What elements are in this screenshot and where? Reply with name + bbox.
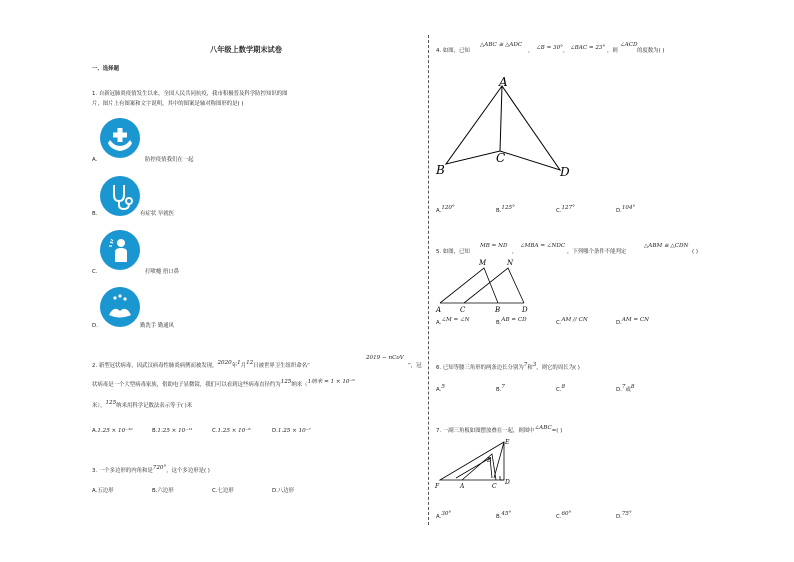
q4-stem-e: 的度数为( ) xyxy=(637,48,665,54)
q4-angle-b: ∠B = 30° xyxy=(536,45,563,51)
q5-stem-d: ( ) xyxy=(692,249,698,255)
q6-option-c: C.8 xyxy=(556,384,566,393)
q5-stem-b: ， xyxy=(512,249,518,255)
q2-text-f: 状病毒是一个大型病毒家族，借助电子显微镜，我们可以看到这些病毒直径约为 xyxy=(92,382,281,388)
q7-label-b: B xyxy=(487,457,492,464)
q2-stem-line3 xyxy=(92,400,193,410)
q3-stem: 3. 一个多边形的内角和是720°，这个多边形是( ) xyxy=(92,465,210,474)
q2-day: 12 xyxy=(246,360,254,366)
q1-option-d-letter: D. xyxy=(92,323,98,329)
q5-option-b: B.AB = CD xyxy=(496,317,527,326)
q4-figure xyxy=(434,74,574,180)
q2-option-c: C.1.25 × 10⁻⁸ xyxy=(212,428,251,434)
q5-option-c: C.AM // CN xyxy=(556,317,588,326)
q2-diameter-2: 125 xyxy=(105,400,117,406)
q1-stem-line1: 1. 自新冠肺炎疫情发生以来，全国人民共同抗疫，我市积极普及科学防控知识的图 xyxy=(92,91,288,97)
q4-option-c: C.127° xyxy=(556,205,575,214)
section-heading: 一、选择题 xyxy=(92,66,119,72)
q4-option-b: B.125° xyxy=(496,205,515,214)
q5-label-c: C xyxy=(460,306,466,314)
q1-stem-line2: 片，图片上有图案和文字说明，其中的图案是轴对称图形的是( ) xyxy=(92,101,244,107)
q1-option-a-letter: A. xyxy=(92,157,98,163)
q4-stem-d: ，则 xyxy=(607,48,618,54)
q6-side-2: 3 xyxy=(532,362,537,368)
q3-option-a: A.五边形 xyxy=(92,488,114,494)
q7-label-e: E xyxy=(505,439,510,446)
q2-month: 1 xyxy=(237,360,241,366)
q7-label-d: D xyxy=(505,479,510,486)
q5-label-m: M xyxy=(479,259,487,267)
q7-figure xyxy=(434,436,514,494)
q6-option-b: B.7 xyxy=(496,384,505,393)
q4-option-d: D.104° xyxy=(616,205,636,214)
q2-year: 2020 xyxy=(217,360,232,366)
q6-stem: 6. 已知等腰三角形的两条边长分别为7和3，则它的周长为( ) xyxy=(436,362,580,371)
q2-text-b: 年 xyxy=(231,363,238,369)
q4-option-a: A.120° xyxy=(436,205,455,214)
column-divider xyxy=(428,35,429,525)
q6-side-1: 7 xyxy=(523,362,528,368)
q5-condition-1: MB = ND xyxy=(480,243,508,249)
q5-figure xyxy=(434,256,534,314)
q7-option-b: B.45° xyxy=(496,511,512,520)
q3-angle-sum: 720° xyxy=(152,465,167,471)
q7-label-c: C xyxy=(492,483,497,490)
sneezing-person-icon xyxy=(100,230,140,270)
q7-angle-abc: ∠ABC xyxy=(534,425,552,431)
q2-text-c: 月 xyxy=(240,363,247,369)
q4-label-c: C xyxy=(496,151,506,165)
q4-angle-acd: ∠ACD xyxy=(620,42,638,48)
handwashing-icon xyxy=(100,287,140,327)
q5-label-n: N xyxy=(507,259,514,267)
q4-stem-b: ， xyxy=(528,48,534,54)
q3-option-d: D.八边形 xyxy=(272,488,295,494)
q5-label-b: B xyxy=(495,306,501,314)
q7-stem: 7. 一副三角板如图摆放叠在一起，则图中∠ABC=( ) xyxy=(436,425,563,434)
q7-label-f: F xyxy=(435,483,440,490)
q2-text-d: 日被世界卫生组织命名“ xyxy=(253,363,310,369)
hands-medical-cross-icon xyxy=(100,118,140,158)
q5-stem-c: ，下列哪个条件不能判定 xyxy=(567,249,627,255)
q2-option-d: D.1.25 × 10⁻⁷ xyxy=(272,428,311,434)
q2-stem-line2 xyxy=(92,379,355,389)
q1-option-a-text: 防控疫情我们在一起 xyxy=(145,157,194,163)
q1-option-b-text: 有症状 早就医 xyxy=(140,211,175,217)
q7-option-a: A.30° xyxy=(436,511,452,520)
q6-option-a: A.5 xyxy=(436,384,445,393)
q7-option-d: D.75° xyxy=(616,511,632,520)
q4-congruence: △ABC ≅ △ADC xyxy=(480,42,523,48)
stethoscope-icon xyxy=(100,176,140,216)
q2-virus-name: 2019 − nCoV xyxy=(366,355,404,361)
q5-label-d: D xyxy=(522,306,528,314)
q6-option-d: D.7或8 xyxy=(616,384,635,393)
q2-text-g: 纳米（ xyxy=(291,382,308,388)
q4-label-b: B xyxy=(436,163,445,177)
q4-label-d: D xyxy=(560,165,570,179)
q2-stem-line1 xyxy=(92,360,310,370)
q5-label-a: A xyxy=(436,306,442,314)
q2-nanometer-def: 1纳米 = 1 × 10⁻⁹ xyxy=(307,379,355,385)
q2-text-e: ”，冠 xyxy=(408,363,422,369)
q3-option-c: C.七边形 xyxy=(212,488,234,494)
page-title: 八年级上数学期末试卷 xyxy=(210,45,282,54)
q1-option-d-text: 勤洗手 勤通风 xyxy=(140,323,175,329)
q2-diameter: 125 xyxy=(280,379,292,385)
q1-option-c-text: 打喷嚏 捂口鼻 xyxy=(145,269,180,275)
q1-option-b-letter: B. xyxy=(92,211,98,217)
q4-label-a: A xyxy=(499,75,508,89)
q5-congruence: △ABM ≅ △CDN xyxy=(644,243,689,249)
q2-text-h: 米）， xyxy=(92,403,106,409)
q7-option-c: C.60° xyxy=(556,511,572,520)
q5-option-a: A.∠M = ∠N xyxy=(436,317,470,326)
q2-text-i: 纳米用科学记数法表示等于( )米 xyxy=(116,403,193,409)
q4-stem-a: 4. 如图，已知 xyxy=(436,48,470,54)
q2-option-b: B.1.25 × 10⁻¹¹ xyxy=(152,428,193,434)
q5-condition-2: ∠MBA = ∠NDC xyxy=(520,243,566,249)
q4-stem-c: ， xyxy=(563,48,569,54)
q3-option-b: B.六边形 xyxy=(152,488,174,494)
q4-angle-bac: ∠BAC = 23° xyxy=(570,45,606,51)
q5-stem-a: 5. 如图，已知 xyxy=(436,249,470,255)
q1-option-c-letter: C. xyxy=(92,269,98,275)
q2-text-a: 2. 新型冠状病毒，因武汉病毒性肺炎病例而被发现， xyxy=(92,363,218,369)
q7-label-a: A xyxy=(460,483,465,490)
q2-option-a: A.1.25 × 10⁻¹⁰ xyxy=(92,428,133,434)
q5-option-d: D.AM = CN xyxy=(616,317,650,326)
